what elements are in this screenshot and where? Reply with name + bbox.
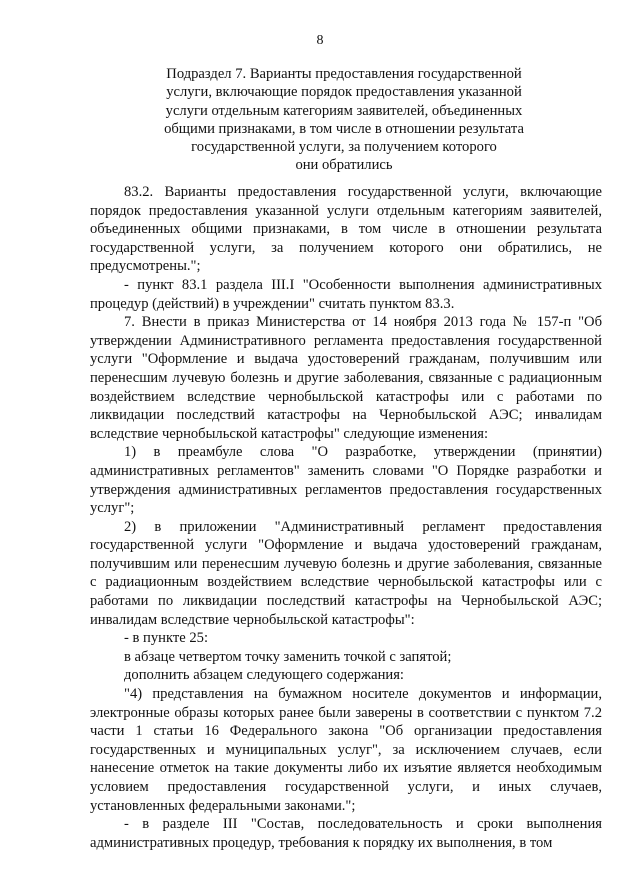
heading-line: общими признаками, в том числе в отношении результата bbox=[164, 120, 524, 137]
page-number: 8 bbox=[316, 33, 324, 48]
paragraph-quote-4: "4) представления на бумажном носителе документов и информации, электронные образы которых ранее были заверены в соответствии с пунктом 7.2 части 1 статьи 16 Федерального закона "Об организации предоставления государственных и муниципальных услуг", за исключением случаев, если нанесение отметок на такие документы либо их изъятие является необходимым условием предоставления государственной услуги, и иных случаев, установленных федеральными законами."; bbox=[90, 686, 602, 814]
heading-line: они обратились bbox=[295, 157, 393, 174]
heading-line: Подраздел 7. Варианты предоставления государственной bbox=[166, 66, 522, 82]
document-body bbox=[90, 183, 602, 852]
paragraph-83-2: 83.2. Варианты предоставления государственной услуги, включающие порядок предоставления указанной услуги отдельным категориям заявителей, объединенных общими признаками, в том числе в отношении результата государственной услуги, за получением которого они обратились, не предусмотрены."; bbox=[90, 184, 602, 275]
paragraph-renumber: - пункт 83.1 раздела III.I "Особенности выполнения административных процедур (действий) в учреждении" считать пунктом 83.3. bbox=[90, 276, 602, 312]
paragraph-item-7: 7. Внести в приказ Министерства от 14 ноября 2013 года № 157-п "Об утверждении Административного регламента предоставления государственной услуги "Оформление и выдача удостоверений гражданам, получившим или перенесшим лучевую болезнь и другие заболевания, связанные с радиационным воздействием вследствие чернобыльской катастрофы или с работами по ликвидации последствий катастрофы на Чернобыльской АЭС; инвалидам вследствие чернобыльской катастрофы" следующие изменения: bbox=[90, 314, 602, 442]
subsection-heading bbox=[140, 65, 548, 175]
paragraph-section-3: - в разделе III "Состав, последовательность и сроки выполнения административных процедур, требования к порядку их выполнения, в том bbox=[90, 816, 602, 851]
paragraph-item-7-1: 1) в преамбуле слова "О разработке, утверждении (принятии) административных регламентов" заменить словами "О Порядке разработки и утверждения административных регламентов предоставления государственных услуг"; bbox=[90, 444, 602, 517]
heading-line: услуги отдельным категориям заявителей, объединенных bbox=[165, 102, 523, 119]
paragraph-add-abzac: дополнить абзацем следующего содержания: bbox=[124, 667, 404, 684]
paragraph-item-7-2: 2) в приложении "Административный регламент предоставления государственной услуги "Оформление и выдача удостоверений гражданам, получившим или перенесшим лучевую болезнь и другие заболевания, связанные с радиационным воздействием вследствие чернобыльской катастрофы или с работами по ликвидации последствий катастрофы на Чернобыльской АЭС; инвалидам вследствие чернобыльской катастрофы": bbox=[90, 518, 602, 628]
paragraph-abzac-4: в абзаце четвертом точку заменить точкой с запятой; bbox=[124, 648, 452, 665]
heading-line: услуги, включающие порядок предоставления указанной bbox=[166, 84, 522, 101]
heading-line: государственной услуги, за получением которого bbox=[191, 139, 497, 156]
paragraph-point-25: - в пункте 25: bbox=[124, 630, 209, 647]
